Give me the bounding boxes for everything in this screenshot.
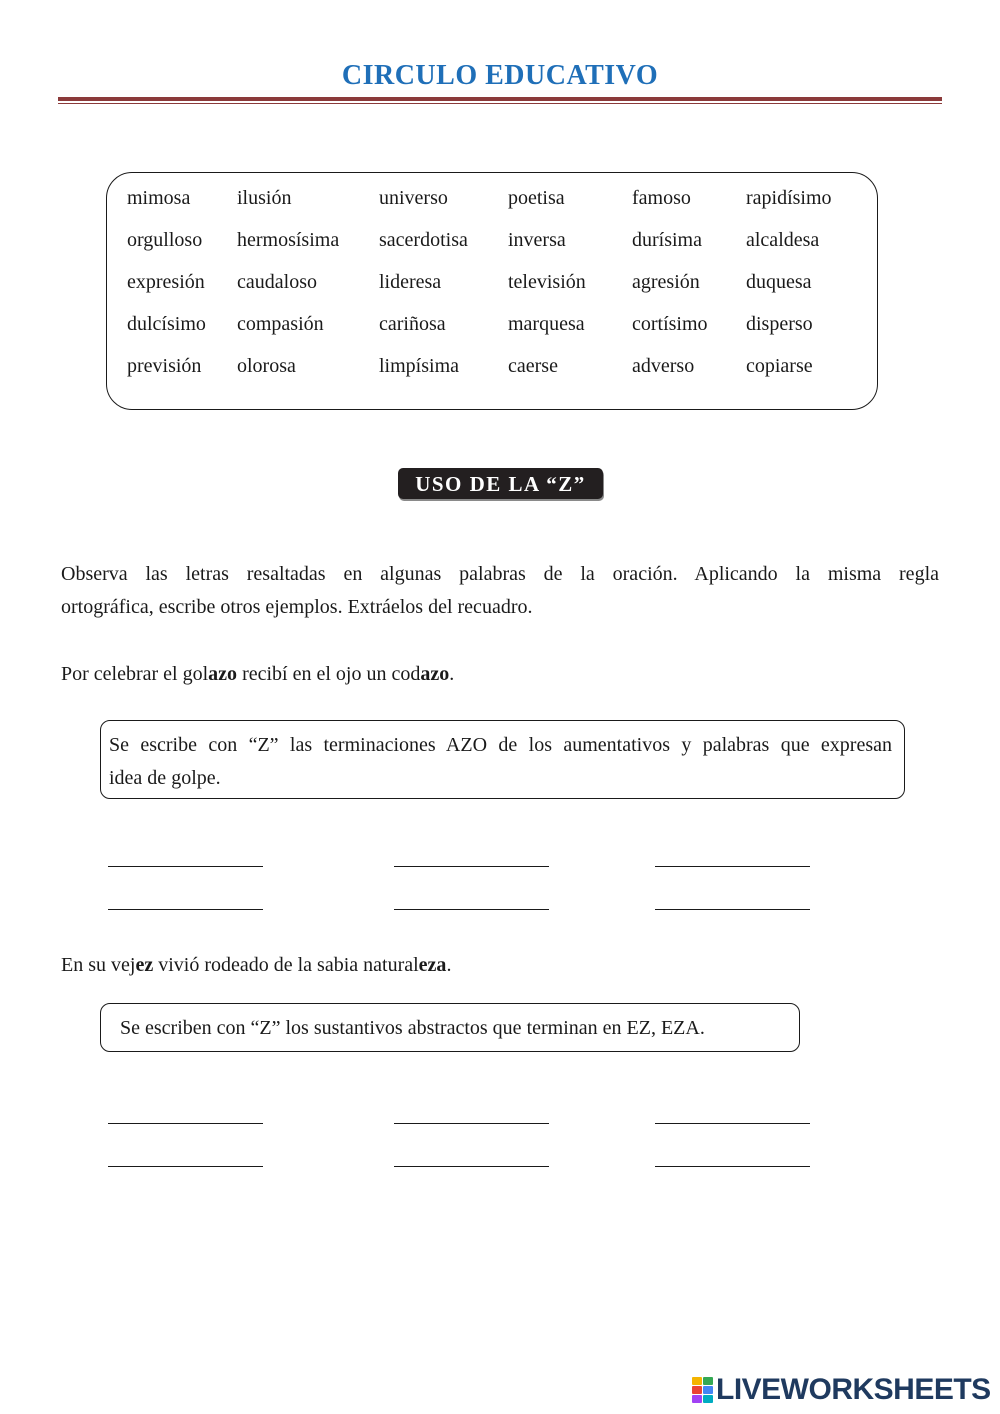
example-text: vivió rodeado de la sabia natural (153, 954, 419, 976)
liveworksheets-logo-icon (692, 1377, 714, 1403)
answer-blank[interactable] (108, 1166, 263, 1167)
word-bank-word: olorosa (237, 355, 296, 377)
word-bank-word: lideresa (379, 271, 442, 293)
rule-box-azo (100, 720, 905, 799)
highlighted-ending: ez (135, 954, 154, 976)
word-bank-word: previsión (127, 355, 202, 377)
header-divider (58, 97, 942, 101)
word-bank-word: orgulloso (127, 229, 203, 251)
answer-blank[interactable] (394, 866, 549, 867)
word-bank-word: universo (379, 187, 448, 209)
word-bank-word: compasión (237, 313, 324, 335)
rule-box-ez-eza (100, 1003, 800, 1052)
word-bank-word: cortísimo (632, 313, 708, 335)
answer-blank[interactable] (108, 909, 263, 910)
example-text: Por celebrar el gol (61, 663, 209, 685)
word-bank-word: rapidísimo (746, 187, 832, 209)
answer-blank[interactable] (108, 1123, 263, 1124)
word-bank-word: alcaldesa (746, 229, 820, 251)
word-bank-word: copiarse (746, 355, 813, 377)
rule-text-line-1: Se escribe con “Z” las terminaciones AZO de los aumentativos y palabras que expresan (109, 734, 892, 756)
word-bank-word: marquesa (508, 313, 585, 335)
word-bank-word: sacerdotisa (379, 229, 468, 251)
word-bank-word: dulcísimo (127, 313, 206, 335)
footer-logo-text: LIVEWORKSHEETS (716, 1373, 991, 1406)
word-bank-word: ilusión (237, 187, 292, 209)
rule-text: Se escriben con “Z” los sustantivos abstractos que terminan en EZ, EZA. (120, 1017, 705, 1039)
example-text: . (446, 954, 452, 976)
word-bank-word: mimosa (127, 187, 191, 209)
answer-blank[interactable] (108, 866, 263, 867)
word-bank-word: famoso (632, 187, 691, 209)
word-bank-word: caerse (508, 355, 558, 377)
example-text: recibí en el ojo un cod (237, 663, 421, 685)
answer-blank[interactable] (394, 909, 549, 910)
word-bank-word: duquesa (746, 271, 812, 293)
example-sentence-1 (61, 658, 939, 691)
highlighted-ending: azo (420, 663, 450, 685)
word-bank-word: disperso (746, 313, 813, 335)
word-bank-word: durísima (632, 229, 702, 251)
example-text: En su vej (61, 954, 136, 976)
header-divider-thin (58, 103, 942, 104)
word-bank-word: hermosísima (237, 229, 340, 251)
section-title-badge: USO DE LA “Z” (398, 468, 603, 499)
answer-blank[interactable] (655, 1123, 810, 1124)
word-bank-word: cariñosa (379, 313, 446, 335)
answer-blank[interactable] (655, 909, 810, 910)
highlighted-ending: azo (208, 663, 238, 685)
answer-blank[interactable] (394, 1166, 549, 1167)
answer-blank[interactable] (655, 1166, 810, 1167)
page-title: CIRCULO EDUCATIVO (341, 60, 659, 91)
rule-text-line-2: idea de golpe. (109, 767, 221, 789)
word-bank-word: adverso (632, 355, 695, 377)
example-text: . (449, 663, 455, 685)
word-bank-word: caudaloso (237, 271, 317, 293)
word-bank-word: inversa (508, 229, 566, 251)
word-bank-word: limpísima (379, 355, 459, 377)
highlighted-ending: eza (418, 954, 447, 976)
word-bank-word: expresión (127, 271, 205, 293)
instructions-line-1: Observa las letras resaltadas en algunas palabras de la oración. Aplicando la misma regla (61, 563, 939, 585)
word-bank-word: agresión (632, 271, 700, 293)
footer-logo[interactable] (692, 1372, 991, 1408)
instructions-paragraph (61, 558, 939, 624)
instructions-line-2: ortográfica, escribe otros ejemplos. Extráelos del recuadro. (61, 596, 533, 618)
example-sentence-2 (61, 949, 939, 982)
word-bank-word: poetisa (508, 187, 565, 209)
word-bank-word: televisión (508, 271, 586, 293)
answer-blank[interactable] (655, 866, 810, 867)
answer-blank[interactable] (394, 1123, 549, 1124)
